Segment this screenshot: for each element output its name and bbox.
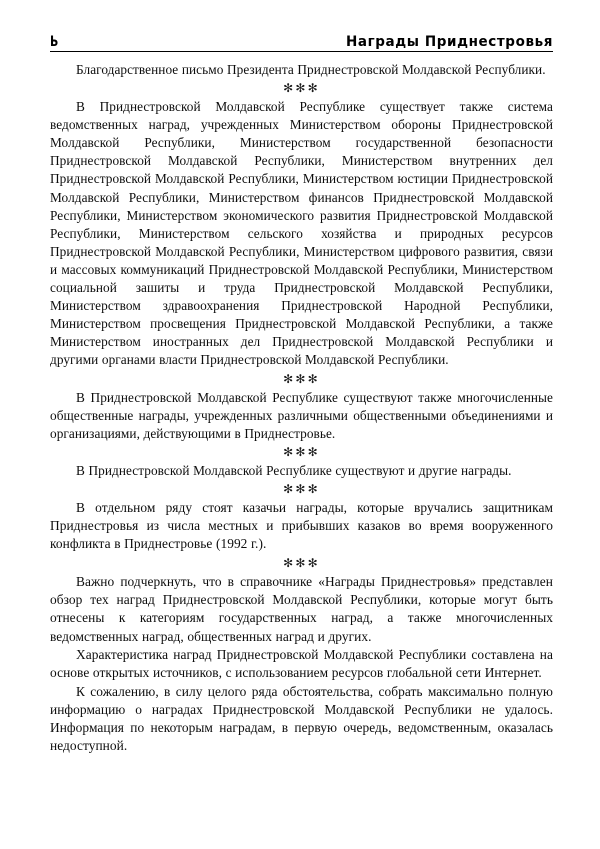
paragraph-3: В Приднестровской Молдавской Республике существуют также многочисленные общественные награды, учрежденных различными общественными объединениями и организациями, действующими в Приднестровье. [50,389,553,441]
section-separator-3: ✻✻✻ [283,444,320,459]
paragraph-7: Характеристика наград Приднестровской Молдавской Республики составлена на основе открытых источников, с использованием ресурсов глобальной сети Интернет. [50,646,553,681]
section-separator-2: ✻✻✻ [283,371,320,386]
paragraph-1: Благодарственное письмо Президента Приднестровской Молдавской Республики. [76,62,546,77]
section-separator-4: ✻✻✻ [283,481,320,496]
paragraph-5: В отдельном ряду стоят казачьи награды, которые вручались защитникам Приднестровья из числа местных и прибывших казаков во время вооруженного конфликта в Приднестровье (1992 г.). [50,499,553,552]
paragraph-4: В Приднестровской Молдавской Республике существуют и другие награды. [76,462,512,478]
running-header [50,30,553,52]
header-title: Награды Приднестровья [346,32,553,50]
paragraph-6: Важно подчеркнуть, что в справочнике «Награды Приднестровья» представлен обзор тех наград Приднестровской Молдавской Республики, которые могут быть отнесены к категориям государственных наград, а также многочисленных ведомственных наград, общественных наград и других. [50,573,553,644]
document-body [50,61,553,756]
paragraph-8: К сожалению, в силу целого ряда обстоятельства, собрать максимально полную информацию о наградах Приднестровской Молдавской Республики не удалось. Информация по некоторым наградам, в первую очередь, ведомственным, оказалась недоступной. [50,683,553,754]
paragraph-2: В Приднестровской Молдавской Республике существует также система ведомственных наград, учрежденных Министерством обороны Приднестровской Молдавской Республики, Министерством государственной безопасности Приднестровской Молдавской Республики, Министерством внутренних дел Приднестровской Молдавской Республики, Министерством юстиции Приднестровской Молдавской Республики, Министерством финансов Приднестровской Молдавской Республики, Министерством экономического развития Приднестровской Молдавской Республики, Министерством сельского хозяйства и природных ресурсов Приднестровской Молдавской Республики, Министерством цифрового развития, связи и массовых коммуникаций Приднестровской Молдавской Республики, Министерством социальной зашиты и труда Приднестровской Молдавской Республики, Министерством здравоохранения Приднестровской Народной Республики, Министерством просвещения Приднестровской Молдавской Республики, а также Министерством иностранных дел Приднестровской Молдавской Республики и другими органами власти Приднестровской Молдавской Республики. [50,99,553,368]
section-separator-1: ✻✻✻ [283,81,320,96]
page-number: Ь [50,34,58,50]
section-separator-5: ✻✻✻ [283,555,320,570]
